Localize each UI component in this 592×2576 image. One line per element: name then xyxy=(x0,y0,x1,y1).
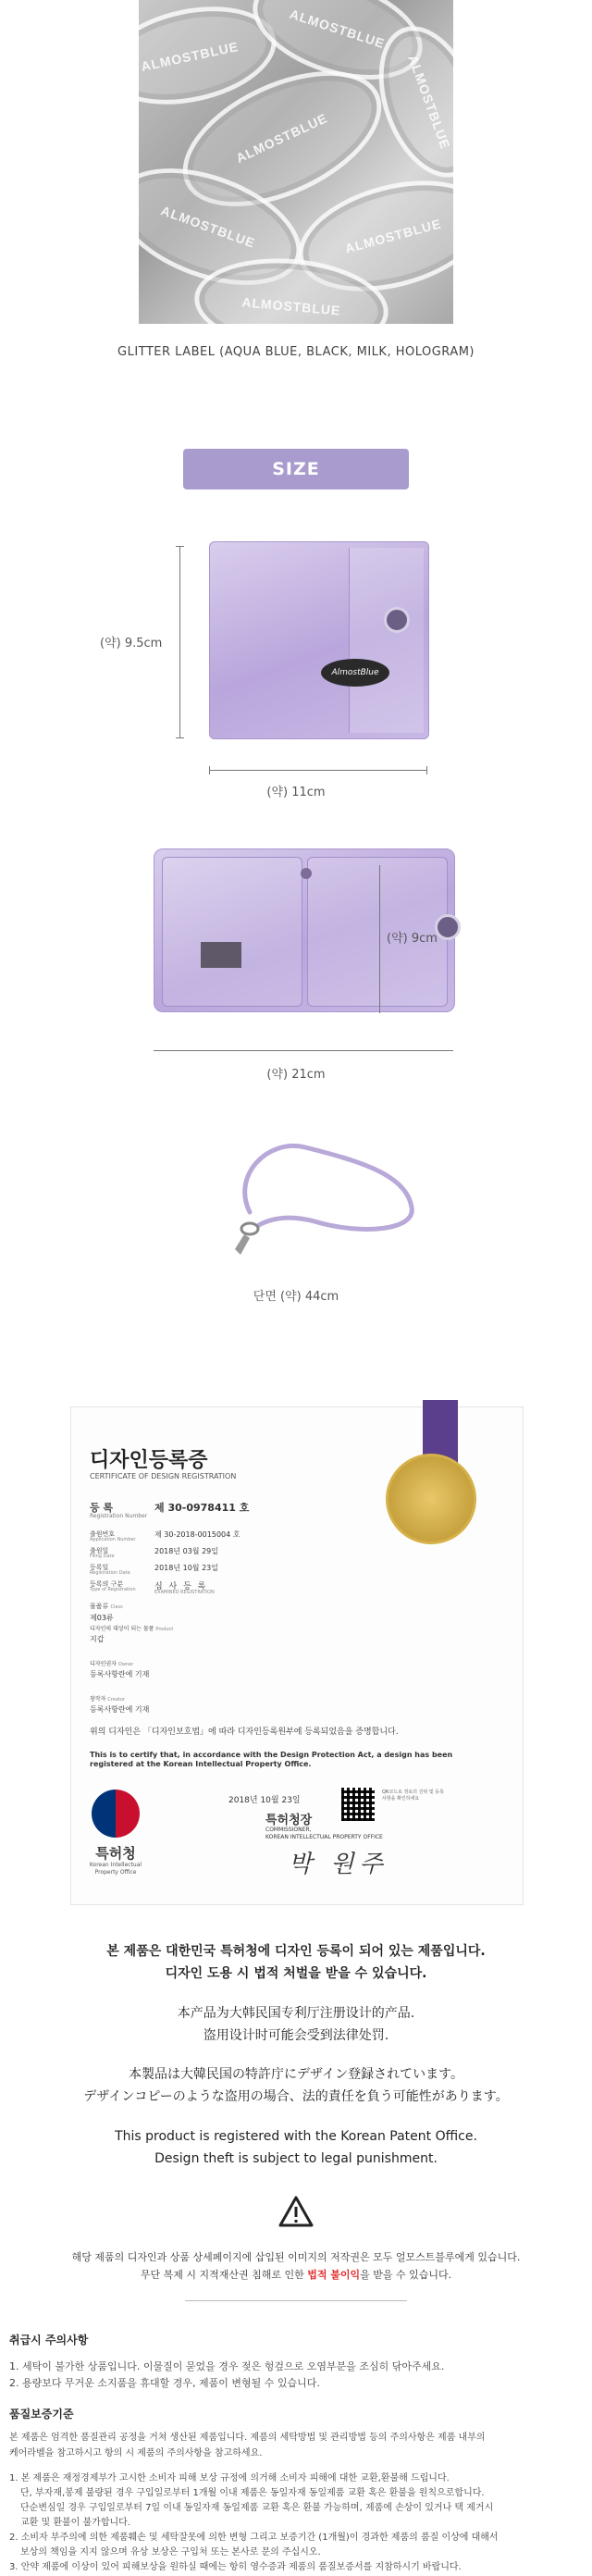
owner-label-kr: 디자인권자 xyxy=(90,1661,117,1667)
notice-cn-1: 本产品为大韩民国专利厅注册设计的产品. xyxy=(177,2006,415,2021)
copyright-warning-1: 해당 제품의 디자인과 상품 상세페이지에 삽입된 이미지의 저작권은 모두 얼모스트블루에게 있습니다. xyxy=(71,2251,521,2263)
cert-row-value: 2018년 03월 29일 xyxy=(154,1547,218,1555)
cert-row-label-en: Application Number xyxy=(90,1537,136,1542)
open-width-label: (약) 21cm xyxy=(266,1068,326,1082)
class-label-kr: 물품류 xyxy=(90,1603,109,1610)
snap-button xyxy=(435,914,461,940)
care-item: 1. 세탁이 불가한 상품입니다. 이물질이 묻었을 경우 젖은 헝겊으로 오염부분을 조심히 닦아주세요. xyxy=(9,2360,445,2372)
wallet-height-label: (약) 9.5cm xyxy=(100,637,163,650)
open-width-measure-line xyxy=(154,1050,453,1051)
quality-intro: 케어라벨을 참고하시고 항의 시 제품의 주의사항을 참고하세요. xyxy=(9,2448,263,2458)
warning-triangle-icon xyxy=(278,2195,314,2228)
cert-row-value: 심 사 등 록 xyxy=(154,1582,208,1591)
reg-label: 등 록 xyxy=(90,1502,114,1514)
snap-button xyxy=(384,607,410,633)
open-height-label: (약) 9cm xyxy=(387,932,438,946)
cert-row-label-en: Type of Registration xyxy=(90,1587,136,1592)
label-text: ALMOSTBLUE xyxy=(288,6,388,51)
cert-row-label-en: Filing Date xyxy=(90,1554,115,1559)
notice-kr-1: 본 제품은 대한민국 특허청에 디자인 등록이 되어 있는 제품입니다. xyxy=(106,1944,486,1959)
product-label-photo xyxy=(139,0,453,324)
care-title: 취급시 주의사항 xyxy=(9,2334,89,2347)
cert-row xyxy=(90,1546,349,1563)
cert-row xyxy=(90,1579,349,1596)
cert-row-value: 제 30-2018-0015004 호 xyxy=(154,1530,240,1539)
certificate-title: 디자인등록증 xyxy=(90,1449,208,1472)
quality-intro: 본 제품은 엄격한 품질관리 공정을 거쳐 생산된 제품입니다. 제품의 세탁방법 및 관리방법 등의 주의사항은 제품 내부의 xyxy=(9,2433,486,2443)
commissioner-en-2: KOREAN INTELLECTUAL PROPERTY OFFICE xyxy=(265,1834,383,1840)
cert-row-label: 등록의 구분 xyxy=(90,1580,124,1588)
card-insert xyxy=(201,942,241,968)
cert-row-value: 2018년 10월 23일 xyxy=(154,1564,218,1572)
width-measure-line xyxy=(209,770,427,771)
article-label-kr: 디자인의 대상이 되는 물품 xyxy=(90,1626,154,1632)
owner-value: 등록사항란에 기재 xyxy=(90,1670,150,1678)
certificate-date: 2018년 10월 23일 xyxy=(228,1796,301,1805)
label-text: ALMOSTBLUE xyxy=(233,110,330,167)
creator-value: 등록사항란에 기재 xyxy=(90,1705,150,1714)
commissioner-en-1: COMMISSIONER, xyxy=(265,1827,312,1833)
wrist-strap xyxy=(213,1120,435,1268)
qr-note: QR코드로 정보의 진위 및 등록사항을 확인하세요 xyxy=(382,1790,444,1802)
quality-item: 단순변심일 경우 구입일로부터 7일 이내 동일자재 동일제품 교환 혹은 환불 가능하며, 제품에 손상이 있거나 택 제거시 xyxy=(20,2503,494,2513)
notice-en-2: Design theft is subject to legal punishment. xyxy=(154,2151,438,2166)
brand-label-badge: AlmostBlue xyxy=(321,659,389,687)
cert-row-label-en: Registration Date xyxy=(90,1570,130,1576)
quality-item: 2. 소비자 부주의에 의한 제품훼손 및 세탁잘못에 의한 변형 그리고 보증기간 (1개월)이 경과한 제품의 품질 이상에 대해서 xyxy=(9,2533,499,2543)
cert-row-label: 등록일 xyxy=(90,1564,109,1571)
glitter-label-caption: GLITTER LABEL (AQUA BLUE, BLACK, MILK, HOLOGRAM) xyxy=(117,345,475,359)
certificate-details xyxy=(90,1530,349,1596)
certificate-footer xyxy=(70,1777,524,1905)
article-label-en: Product xyxy=(155,1627,174,1632)
class-label-en: Class xyxy=(110,1604,123,1610)
size-heading: SIZE xyxy=(183,449,409,489)
quality-item: 교환 및 환불이 불가합니다. xyxy=(20,2518,130,2528)
cert-row-label: 출원번호 xyxy=(90,1530,116,1538)
notice-cn-2: 盗用设计时可能会受到法律处罚. xyxy=(203,2028,389,2043)
reg-number: 제 30-0978411 호 xyxy=(154,1502,250,1514)
label-text: ALMOSTBLUE xyxy=(158,203,258,251)
measure-tick xyxy=(176,737,184,738)
height-measure-line xyxy=(179,546,180,737)
reg-label-en: Registration Number xyxy=(90,1513,148,1519)
notice-jp-1: 本製品は大韓民国の特許庁にデザイン登録されています。 xyxy=(129,2067,463,2082)
quality-item: 1. 본 제품은 재정경제부가 고시한 소비자 피해 보상 규정에 의거해 소비자 피해에 대한 교환,환불해 드립니다. xyxy=(9,2473,450,2483)
class-label xyxy=(90,1602,123,1611)
article-label xyxy=(90,1624,173,1632)
class-value: 제03류 xyxy=(90,1614,114,1622)
qr-code-icon xyxy=(341,1788,375,1821)
open-height-measure-line xyxy=(379,865,380,1013)
label-text: ALMOSTBLUE xyxy=(240,294,342,318)
legal-penalty-highlight: 법적 불이익 xyxy=(307,2269,361,2281)
snap-stud xyxy=(301,868,312,879)
cert-row xyxy=(90,1530,349,1546)
kipo-logo-icon xyxy=(92,1790,140,1838)
strap-length-label: 단면 (약) 44cm xyxy=(253,1290,339,1304)
creator-label xyxy=(90,1694,125,1703)
creator-label-en: Creator xyxy=(107,1697,125,1703)
quality-item: 보상의 책임을 지지 않으며 유상 보상은 구입처 또는 본사로 문의 주십시오. xyxy=(20,2547,321,2557)
measure-tick xyxy=(209,766,210,774)
label-text: ALMOSTBLUE xyxy=(343,216,443,256)
certificate-statement-en: This is to certify that, in accordance with the Design Protection Act, a design has been registered at the Korean Intellectual Property Office. xyxy=(90,1751,453,1768)
certificate-title-en: CERTIFICATE OF DESIGN REGISTRATION xyxy=(90,1472,237,1480)
notice-jp-2: デザインコピーのような盗用の場合、法的責任を負う可能性があります。 xyxy=(83,2089,509,2104)
care-item: 2. 용량보다 무거운 소지품을 휴대할 경우, 제품이 변형될 수 있습니다. xyxy=(9,2377,320,2389)
creator-label-kr: 창작자 xyxy=(90,1696,106,1703)
office-en-2: Property Office xyxy=(94,1869,137,1876)
copyright-warning-2 xyxy=(0,2267,592,2284)
commissioner-signature: 박 원주 xyxy=(289,1851,388,1878)
divider xyxy=(185,2300,407,2301)
measure-tick xyxy=(426,766,427,774)
notice-kr-2: 디자인 도용 시 법적 처벌을 받을 수 있습니다. xyxy=(165,1966,427,1981)
notice-en-1: This product is registered with the Korean Patent Office. xyxy=(115,2129,477,2144)
quality-title: 품질보증기준 xyxy=(9,2408,74,2421)
label-text: ALMOSTBLUE xyxy=(405,53,453,152)
cert-row xyxy=(90,1563,349,1579)
type-subtitle: EXAMINED REGISTRATION xyxy=(154,1590,215,1595)
owner-label-en: Owner xyxy=(117,1662,134,1667)
measure-tick xyxy=(176,546,184,547)
warning-text: 무단 복제 시 지적재산권 침해로 인한 xyxy=(140,2269,308,2281)
label-text: ALMOSTBLUE xyxy=(140,38,240,74)
folded-wallet xyxy=(209,541,429,739)
owner-label xyxy=(90,1659,133,1667)
article-value: 지갑 xyxy=(90,1635,105,1643)
wallet-flap xyxy=(349,548,424,733)
certificate-statement-kr: 위의 디자인은 「디자인보호법」에 따라 디자인등록원부에 등록되었음을 증명합니다. xyxy=(90,1728,399,1737)
office-name: 특허청 xyxy=(95,1845,136,1862)
warning-text: 을 받을 수 있습니다. xyxy=(360,2269,452,2281)
wallet-width-label: (약) 11cm xyxy=(266,786,326,799)
wallet-left-pocket xyxy=(162,857,302,1007)
commissioner-title: 특허청장 xyxy=(265,1814,313,1827)
quality-item: 3. 안약 제품에 이상이 있어 피해보상을 원하실 때에는 항히 영수증과 제품의 품질보증서를 지참하시기 바랍니다. xyxy=(9,2562,462,2572)
cert-row-label: 출원일 xyxy=(90,1547,109,1554)
quality-item: 단, 부자재,봉제 불량된 경우 구입일로부터 1개월 이내 제품은 동일자재 동일제품 교환 혹은 환불을 원칙으로합니다. xyxy=(20,2488,485,2498)
office-en-1: Korean Intellectual xyxy=(89,1862,142,1868)
gold-seal xyxy=(386,1454,476,1544)
design-registration-certificate xyxy=(70,1406,524,1778)
